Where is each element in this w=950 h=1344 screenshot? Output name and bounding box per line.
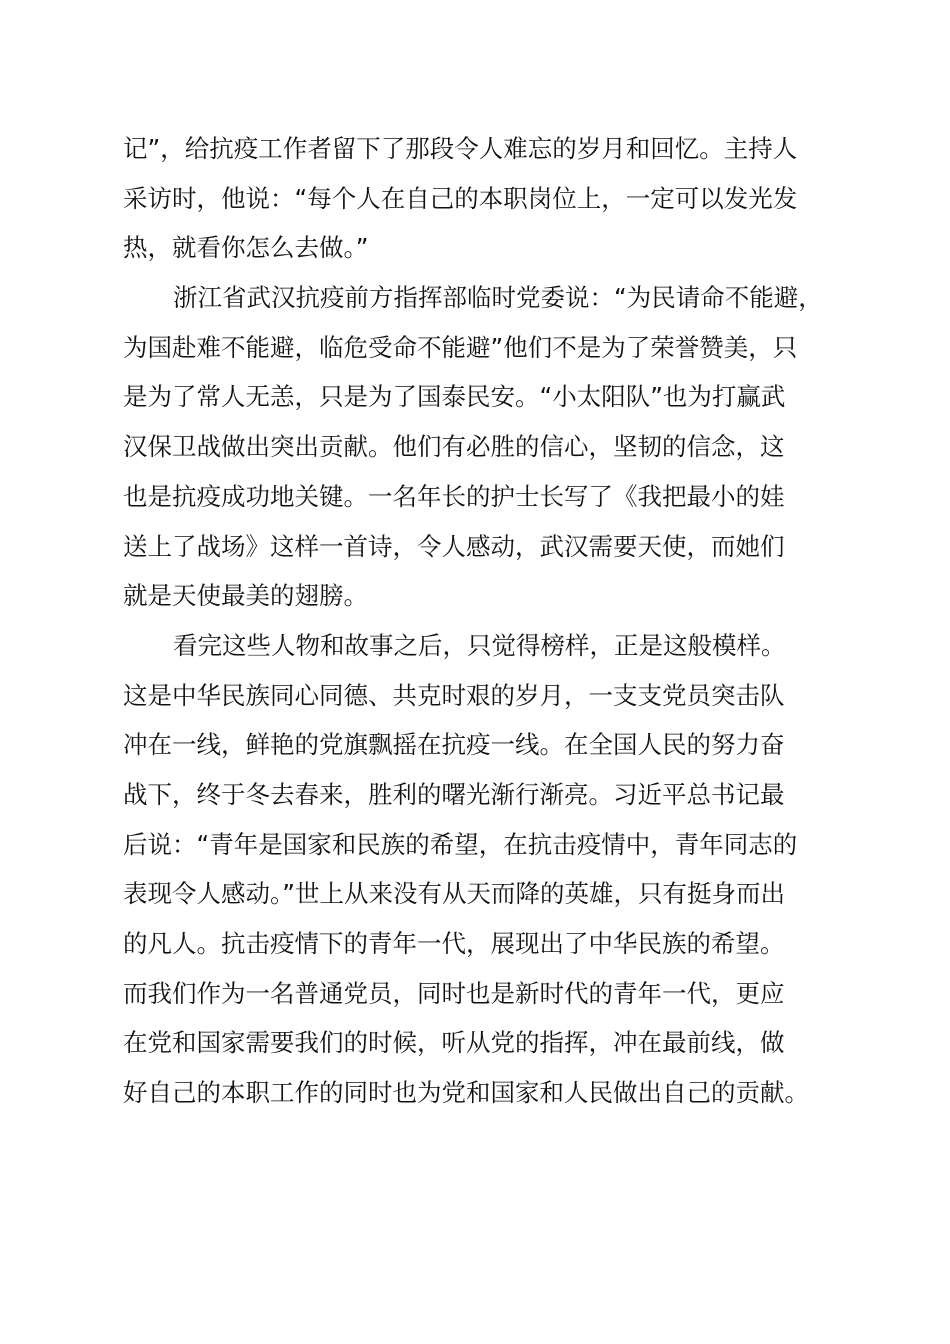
text-line: 采访时，他说：“每个人在自己的本职岗位上，一定可以发光发 bbox=[123, 183, 798, 213]
text-line: 为国赴难不能避，临危受命不能避”他们不是为了荣誉赞美，只 bbox=[123, 332, 798, 362]
text-line: 送上了战场》这样一首诗，令人感动，武汉需要天使，而她们 bbox=[123, 531, 785, 561]
body-text bbox=[123, 124, 858, 1118]
text-line: 汉保卫战做出突出贡献。他们有必胜的信心，坚韧的信念，这 bbox=[123, 432, 785, 462]
text-line: 记”，给抗疫工作者留下了那段令人难忘的岁月和回忆。主持人 bbox=[123, 134, 798, 163]
paragraph-start-line: 看完这些人物和故事之后，只觉得榜样，正是这般模样。 bbox=[173, 630, 786, 660]
text-line: 表现令人感动。”世上从来没有从天而降的英雄，只有挺身而出 bbox=[123, 879, 785, 909]
paragraph-start-line: 浙江省武汉抗疫前方指挥部临时党委说：“为民请命不能避， bbox=[173, 283, 823, 313]
text-line: 热，就看你怎么去做。” bbox=[123, 233, 369, 263]
text-line: 这是中华民族同心同德、共克时艰的岁月，一支支党员突击队 bbox=[123, 680, 785, 710]
text-line: 是为了常人无恙，只是为了国泰民安。“小太阳队”也为打赢武 bbox=[123, 382, 786, 412]
text-line: 好自己的本职工作的同时也为党和国家和人民做出自己的贡献。 bbox=[123, 1078, 809, 1108]
text-line: 也是抗疫成功地关键。一名年长的护士长写了《我把最小的娃 bbox=[123, 481, 785, 511]
text-line: 在党和国家需要我们的时候，听从党的指挥，冲在最前线，做 bbox=[123, 1028, 785, 1058]
text-line: 而我们作为一名普通党员，同时也是新时代的青年一代，更应 bbox=[123, 978, 785, 1008]
text-line: 冲在一线，鲜艳的党旗飘摇在抗疫一线。在全国人民的努力奋 bbox=[123, 730, 785, 760]
text-line: 后说：“青年是国家和民族的希望，在抗击疫情中，青年同志的 bbox=[123, 829, 798, 859]
text-line: 就是天使最美的翅膀。 bbox=[123, 581, 368, 611]
text-line: 的凡人。抗击疫情下的青年一代，展现出了中华民族的希望。 bbox=[123, 929, 785, 958]
text-line: 战下，终于冬去春来，胜利的曙光渐行渐亮。习近平总书记最 bbox=[123, 779, 785, 809]
